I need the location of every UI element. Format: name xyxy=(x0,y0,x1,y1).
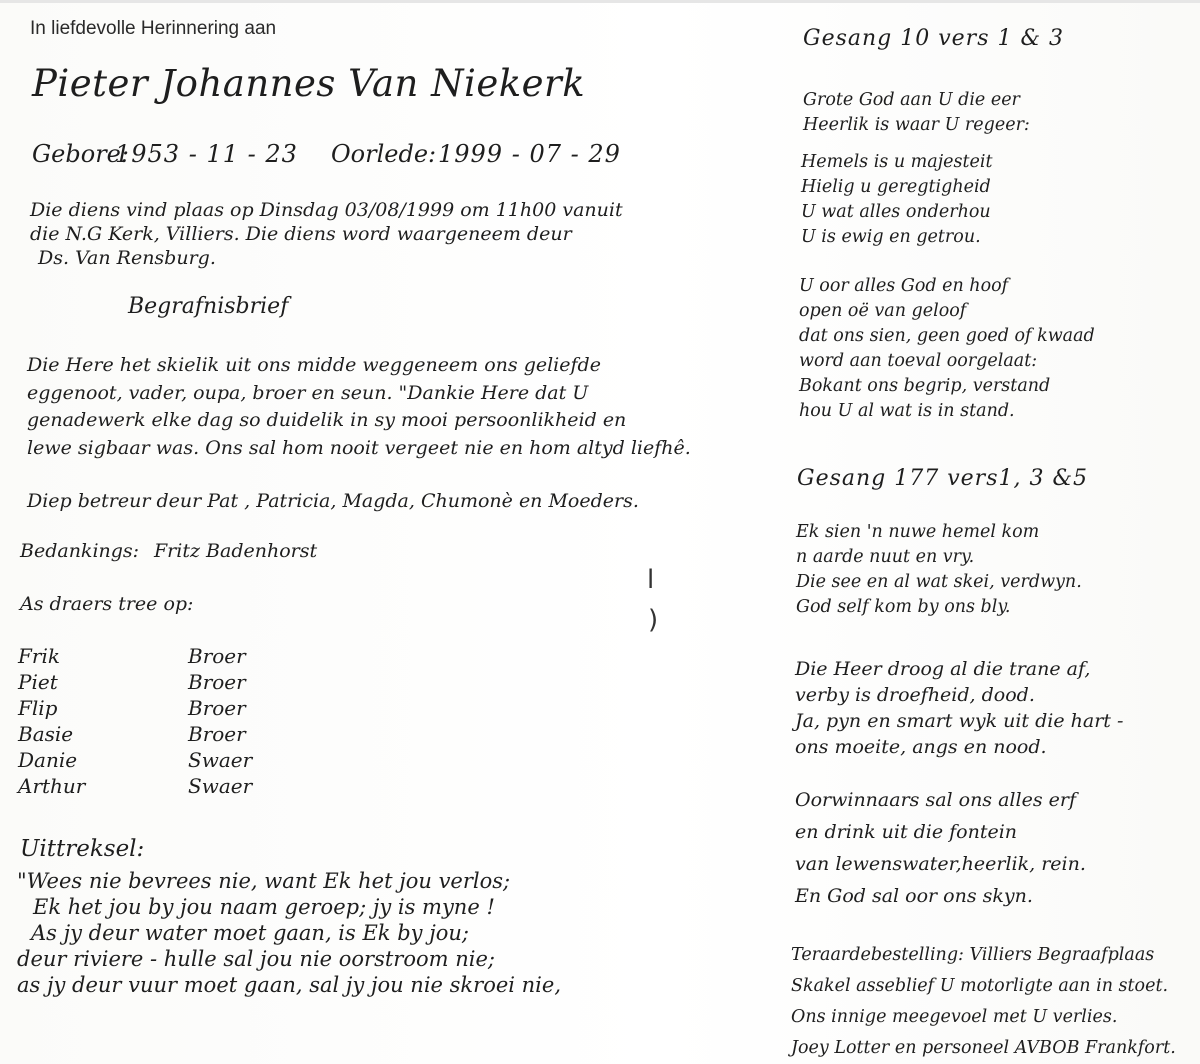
bearer-relation: Swaer xyxy=(188,774,253,798)
bearer-name: Danie xyxy=(18,748,78,772)
extract-line: Ek het jou by jou naam geroep; jy is myne ! xyxy=(33,895,495,919)
verse-line: Hemels is u majesteit xyxy=(801,152,993,172)
bearer-row xyxy=(18,722,278,748)
hymn1-verse1 xyxy=(803,88,1030,138)
bearer-relation: Broer xyxy=(188,696,246,720)
hymn2-verse2 xyxy=(795,656,1123,760)
hymn2-title: Gesang 177 vers1, 3 &5 xyxy=(797,466,1089,491)
service-details xyxy=(30,198,623,270)
hymn1-verse3 xyxy=(799,274,1095,424)
tribute-line: Die Here het skielik uit ons midde weggeneem ons geliefde xyxy=(27,354,601,376)
mourned-by: Diep betreur deur Pat , Patricia, Magda, Chumonè en Moeders. xyxy=(27,490,639,512)
bearer-name: Flip xyxy=(18,696,58,720)
verse-line: Oorwinnaars sal ons alles erf xyxy=(795,789,1076,811)
fold-mark: l xyxy=(647,565,655,595)
service-line: Die diens vind plaas op Dinsdag 03/08/1999 om 11h00 vanuit xyxy=(30,199,623,221)
service-line: die N.G Kerk, Villiers. Die diens word waargeneem deur xyxy=(30,223,572,245)
bearers-list xyxy=(18,644,278,800)
tribute-text xyxy=(27,352,691,462)
fold-mark: ) xyxy=(648,605,659,635)
bearer-name: Piet xyxy=(18,670,58,694)
verse-line: Ek sien 'n nuwe hemel kom xyxy=(796,522,1040,542)
thanks-name: Fritz Badenhorst xyxy=(154,540,318,562)
burial-footer xyxy=(791,940,1176,1064)
tribute-line: lewe sigbaar was. Ons sal hom nooit vergeet nie en hom altyd liefhê. xyxy=(27,436,691,459)
extract-label: Uittreksel: xyxy=(20,836,145,862)
verse-line: U is ewig en getrou. xyxy=(801,227,981,247)
bearer-relation: Broer xyxy=(188,670,246,694)
verse-line: verby is droefheid, dood. xyxy=(795,684,1035,706)
extract-line: deur riviere - hulle sal jou nie oorstroom nie; xyxy=(17,947,495,971)
bearer-name: Basie xyxy=(18,722,74,746)
verse-line: van lewenswater,heerlik, rein. xyxy=(795,853,1086,875)
bearer-row xyxy=(18,774,278,800)
hymn2-verse1 xyxy=(796,520,1082,620)
died-date: 1999 - 07 - 29 xyxy=(438,140,621,168)
footer-line: Joey Lotter en personeel AVBOB Frankfort. xyxy=(791,1038,1176,1058)
bearer-name: Arthur xyxy=(18,774,86,798)
verse-line: Die Heer droog al die trane af, xyxy=(795,658,1091,680)
verse-line: Hielig u geregtigheid xyxy=(801,177,991,197)
bearers-label: As draers tree op: xyxy=(20,593,194,615)
born-date: 1953 - 11 - 23 xyxy=(115,140,298,168)
bearer-relation: Broer xyxy=(188,722,246,746)
verse-line: dat ons sien, geen goed of kwaad xyxy=(799,326,1095,346)
verse-line: Bokant ons begrip, verstand xyxy=(799,376,1051,396)
tribute-line: genadewerk elke dag so duidelik in sy mooi persoonlikheid en xyxy=(27,409,627,431)
died-label: Oorlede: xyxy=(331,140,437,168)
footer-line: Teraardebestelling: Villiers Begraafplaas xyxy=(791,945,1155,965)
scan-edge xyxy=(0,0,1200,3)
footer-line: Skakel asseblief U motorligte aan in stoet. xyxy=(791,976,1169,996)
hymn1-verse2 xyxy=(801,150,993,250)
verse-line: hou U al wat is in stand. xyxy=(799,401,1015,421)
verse-line: God self kom by ons bly. xyxy=(796,597,1011,617)
bearer-row xyxy=(18,670,278,696)
born-label: Gebore: xyxy=(32,140,129,168)
deceased-name: Pieter Johannes Van Niekerk xyxy=(32,62,586,105)
memorial-header: In liefdevolle Herinnering aan xyxy=(30,18,277,39)
verse-line: Die see en al wat skei, verdwyn. xyxy=(796,572,1082,592)
verse-line: open oë van geloof xyxy=(799,301,967,321)
scripture-extract xyxy=(17,868,561,998)
verse-line: word aan toeval oorgelaat: xyxy=(799,351,1038,371)
extract-line: "Wees nie bevrees nie, want Ek het jou verlos; xyxy=(17,869,511,893)
verse-line: n aarde nuut en vry. xyxy=(796,547,975,567)
verse-line: U oor alles God en hoof xyxy=(799,276,1009,296)
tribute-line: eggenoot, vader, oupa, broer en seun. "Dankie Here dat U xyxy=(27,381,589,404)
hymn1-title: Gesang 10 vers 1 & 3 xyxy=(803,26,1065,51)
bearer-relation: Broer xyxy=(188,644,246,668)
extract-line: as jy deur vuur moet gaan, sal jy jou nie skroei nie, xyxy=(17,973,562,997)
verse-line: Heerlik is waar U regeer: xyxy=(803,115,1030,135)
bearer-name: Frik xyxy=(18,644,60,668)
verse-line: Ja, pyn en smart wyk uit die hart - xyxy=(795,710,1124,732)
extract-line: As jy deur water moet gaan, is Ek by jou; xyxy=(31,921,469,945)
thanks-label: Bedankings: xyxy=(20,540,140,562)
funeral-letter-title: Begrafnisbrief xyxy=(128,294,289,319)
footer-line: Ons innige meegevoel met U verlies. xyxy=(791,1007,1118,1027)
verse-line: Grote God aan U die eer xyxy=(803,90,1020,110)
bearer-relation: Swaer xyxy=(188,748,253,772)
verse-line: En God sal oor ons skyn. xyxy=(795,885,1033,907)
bearer-row xyxy=(18,748,278,774)
bearer-row xyxy=(18,644,278,670)
verse-line: ons moeite, angs en nood. xyxy=(795,736,1047,758)
verse-line: U wat alles onderhou xyxy=(801,202,991,222)
hymn2-verse3 xyxy=(795,784,1086,912)
bearer-row xyxy=(18,696,278,722)
service-line: Ds. Van Rensburg. xyxy=(38,247,216,269)
verse-line: en drink uit die fontein xyxy=(795,821,1018,843)
